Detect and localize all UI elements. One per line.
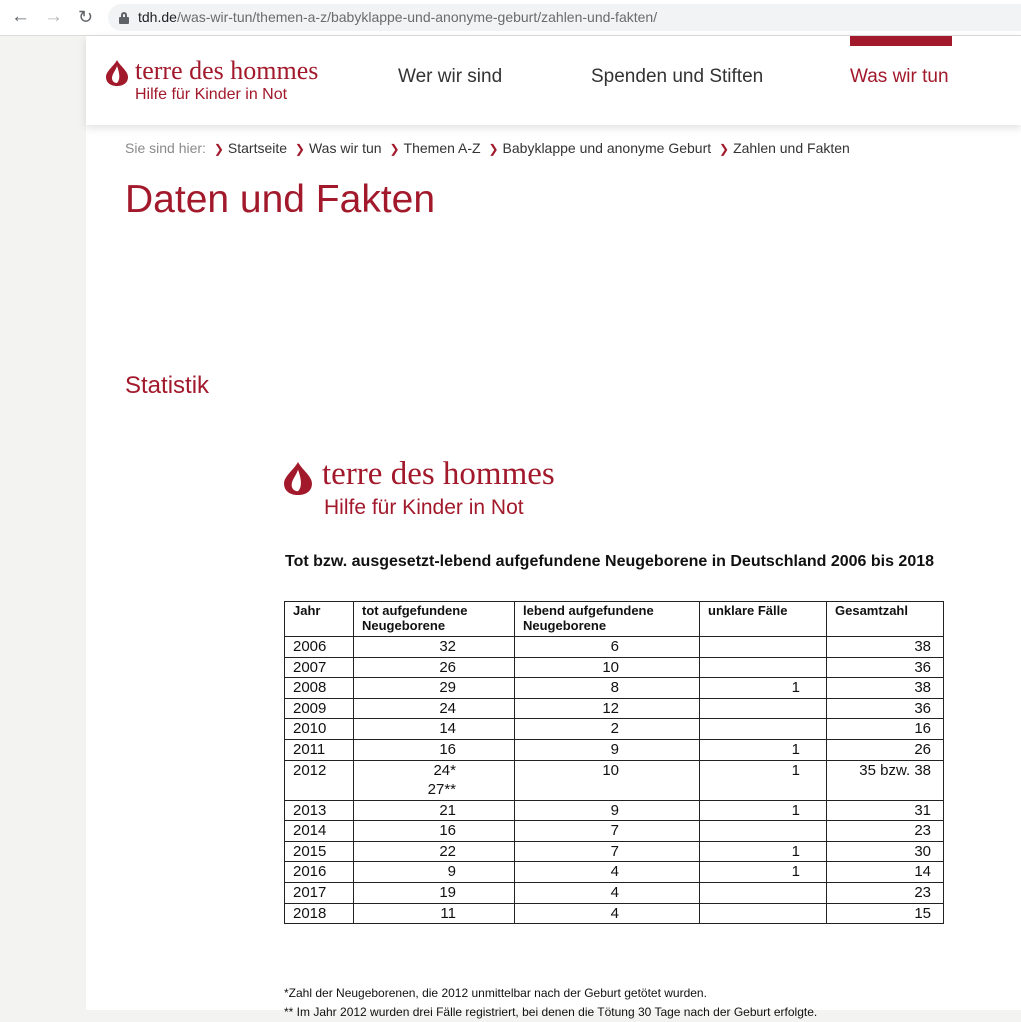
- cell-year: 2016: [285, 862, 354, 883]
- cell-unclear: [700, 882, 827, 903]
- nav-was-wir-tun[interactable]: Was wir tun: [850, 66, 949, 87]
- table-row: [285, 760, 944, 800]
- cell-year: 2010: [285, 719, 354, 740]
- table-row: [285, 800, 944, 821]
- table-row: [285, 678, 944, 699]
- cell-dead-extra: 27**: [427, 780, 456, 798]
- section-title: Statistik: [125, 372, 210, 399]
- cell-unclear: [700, 903, 827, 924]
- url-domain: tdh.de: [138, 9, 177, 25]
- cell-dead: 16: [354, 821, 515, 842]
- breadcrumb-prefix: Sie sind hier:: [125, 140, 206, 156]
- cell-unclear: [700, 719, 827, 740]
- cell-dead: 26: [354, 657, 515, 678]
- site-header: [86, 36, 1021, 125]
- cell-dead: 14: [354, 719, 515, 740]
- url-path: /was-wir-tun/themen-a-z/babyklappe-und-anonyme-geburt/zahlen-und-fakten/: [176, 9, 658, 25]
- table-row: [285, 739, 944, 760]
- cell-alive: 12: [515, 698, 700, 719]
- table-row: [285, 698, 944, 719]
- cell-unclear: 1: [700, 862, 827, 883]
- back-arrow-icon[interactable]: ←: [11, 6, 30, 27]
- table-row: [285, 841, 944, 862]
- table-row: [285, 637, 944, 658]
- cell-alive: 10: [515, 760, 700, 800]
- nav-spenden-und-stiften[interactable]: Spenden und Stiften: [591, 66, 764, 87]
- cell-dead: 16: [354, 739, 515, 760]
- table-row: [285, 882, 944, 903]
- chevron-right-icon: ❯: [488, 142, 499, 156]
- cell-dead: 11: [354, 903, 515, 924]
- table-row: [285, 862, 944, 883]
- statistic-logo-tagline: Hilfe für Kinder in Not: [324, 496, 524, 519]
- cell-dead: 21: [354, 800, 515, 821]
- cell-year: 2008: [285, 678, 354, 699]
- statistic-table: [284, 601, 944, 924]
- column-header: Jahr: [285, 602, 354, 637]
- cell-total: 16: [827, 719, 944, 740]
- logo-tagline: Hilfe für Kinder in Not: [135, 86, 288, 103]
- column-header: unklare Fälle: [700, 602, 827, 637]
- cell-alive: 9: [515, 739, 700, 760]
- breadcrumb-was-wir-tun[interactable]: Was wir tun: [308, 140, 382, 156]
- nav-active-indicator: [850, 36, 952, 46]
- footnote: *Zahl der Neugeborenen, die 2012 unmittelbar nach der Geburt getötet wurden.: [284, 986, 707, 1000]
- cell-dead: 32: [354, 637, 515, 658]
- footnote: ** Im Jahr 2012 wurden drei Fälle registriert, bei denen die Tötung 30 Tage nach der Geburt erfolgte.: [284, 1005, 818, 1019]
- chevron-right-icon: ❯: [719, 142, 730, 156]
- breadcrumb-current: Zahlen und Fakten: [733, 140, 850, 156]
- cell-year: 2018: [285, 903, 354, 924]
- cell-year: 2017: [285, 882, 354, 903]
- cell-total: 15: [827, 903, 944, 924]
- column-header: lebend aufgefundene Neugeborene: [515, 602, 700, 637]
- table-row: [285, 657, 944, 678]
- cell-alive: 7: [515, 821, 700, 842]
- cell-total: 23: [827, 882, 944, 903]
- breadcrumb-babyklappe[interactable]: Babyklappe und anonyme Geburt: [502, 140, 712, 156]
- cell-year: 2006: [285, 637, 354, 658]
- cell-total: 23: [827, 821, 944, 842]
- column-header: tot aufgefundene Neugeborene: [354, 602, 515, 637]
- cell-alive: 7: [515, 841, 700, 862]
- cell-unclear: 1: [700, 739, 827, 760]
- cell-dead: [354, 760, 515, 800]
- cell-unclear: [700, 698, 827, 719]
- breadcrumb-themen-a-z[interactable]: Themen A-Z: [403, 140, 481, 156]
- logo-name: terre des hommes: [135, 56, 319, 85]
- nav-wer-wir-sind[interactable]: Wer wir sind: [398, 66, 503, 87]
- chevron-right-icon: ❯: [213, 142, 224, 156]
- cell-year: 2011: [285, 739, 354, 760]
- breadcrumb: [125, 140, 850, 156]
- chevron-right-icon: ❯: [294, 142, 305, 156]
- statistic-logo-name: terre des hommes: [322, 456, 555, 492]
- chevron-right-icon: ❯: [389, 142, 400, 156]
- cell-year: 2015: [285, 841, 354, 862]
- cell-unclear: 1: [700, 760, 827, 800]
- flame-drop-icon: [284, 462, 312, 495]
- cell-total: 38: [827, 637, 944, 658]
- cell-alive: 4: [515, 903, 700, 924]
- table-row: [285, 821, 944, 842]
- cell-year: 2007: [285, 657, 354, 678]
- cell-dead: 29: [354, 678, 515, 699]
- cell-dead: 19: [354, 882, 515, 903]
- reload-icon[interactable]: ↻: [78, 7, 94, 27]
- column-header: Gesamtzahl: [827, 602, 944, 637]
- cell-alive: 4: [515, 882, 700, 903]
- cell-total: 38: [827, 678, 944, 699]
- cell-total: 36: [827, 698, 944, 719]
- page-title: Daten und Fakten: [125, 178, 436, 221]
- table-row: [285, 903, 944, 924]
- cell-year: 2012: [285, 760, 354, 800]
- cell-alive: 8: [515, 678, 700, 699]
- cell-alive: 9: [515, 800, 700, 821]
- cell-dead-value: 24*: [433, 761, 456, 779]
- cell-total: 35 bzw. 38: [827, 760, 944, 800]
- cell-unclear: [700, 821, 827, 842]
- footnotes: [284, 984, 817, 1022]
- cell-unclear: 1: [700, 800, 827, 821]
- statistic-image: [280, 450, 980, 1019]
- cell-year: 2014: [285, 821, 354, 842]
- cell-alive: 6: [515, 637, 700, 658]
- address-bar[interactable]: [108, 4, 1021, 31]
- table-header-row: [285, 602, 944, 637]
- cell-total: 36: [827, 657, 944, 678]
- cell-alive: 10: [515, 657, 700, 678]
- lock-icon: [119, 12, 129, 24]
- cell-unclear: [700, 657, 827, 678]
- browser-toolbar: [0, 0, 1021, 36]
- cell-unclear: [700, 637, 827, 658]
- cell-year: 2009: [285, 698, 354, 719]
- cell-dead: 24: [354, 698, 515, 719]
- table-row: [285, 719, 944, 740]
- cell-total: 14: [827, 862, 944, 883]
- breadcrumb-startseite[interactable]: Startseite: [227, 140, 288, 156]
- cell-dead: 9: [354, 862, 515, 883]
- page: [86, 36, 1021, 1019]
- url-text[interactable]: [138, 9, 657, 25]
- cell-total: 31: [827, 800, 944, 821]
- cell-unclear: 1: [700, 678, 827, 699]
- flame-drop-icon: [106, 60, 128, 86]
- cell-total: 26: [827, 739, 944, 760]
- forward-arrow-icon[interactable]: →: [44, 6, 63, 27]
- statistic-heading: Tot bzw. ausgesetzt-lebend aufgefundene Neugeborene in Deutschland 2006 bis 2018: [285, 553, 935, 570]
- cell-dead: 22: [354, 841, 515, 862]
- cell-total: 30: [827, 841, 944, 862]
- cell-alive: 4: [515, 862, 700, 883]
- cell-year: 2013: [285, 800, 354, 821]
- cell-unclear: 1: [700, 841, 827, 862]
- cell-alive: 2: [515, 719, 700, 740]
